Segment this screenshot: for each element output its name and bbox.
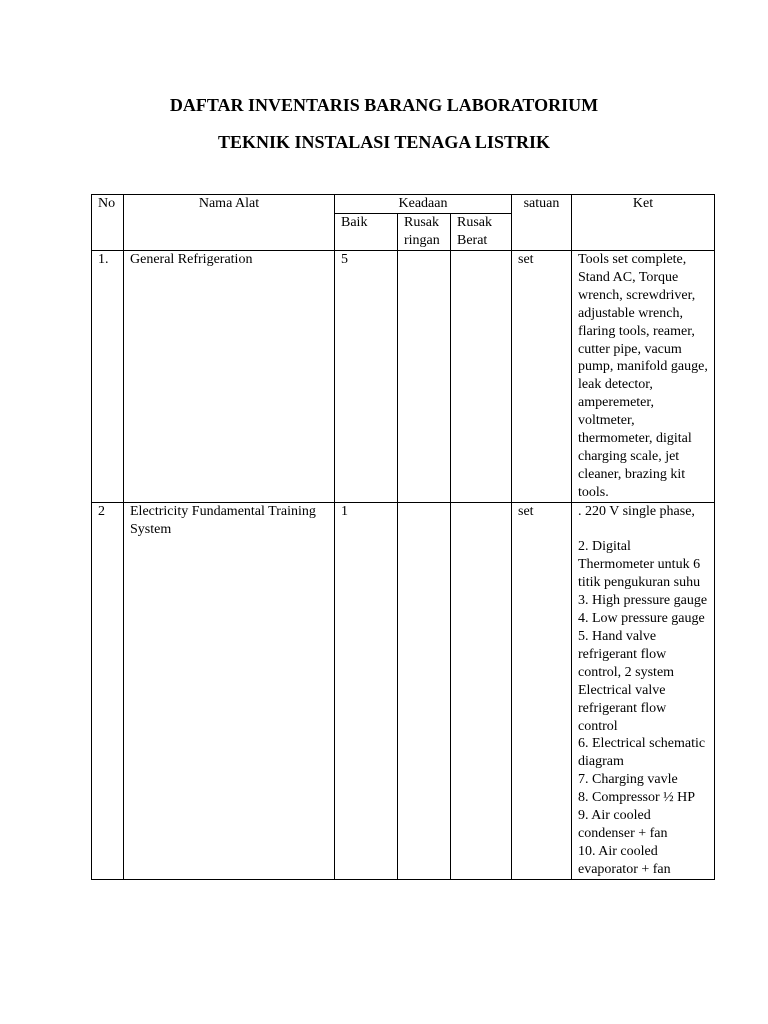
inventory-table [91, 194, 715, 880]
cell-satuan: set [512, 251, 572, 503]
ket-line: 8. Compressor ½ HP [578, 790, 696, 806]
ket-line: 2. Digital Thermometer untuk 6 titik pengukuran suhu [578, 539, 701, 591]
header-nama-alat: Nama Alat [124, 195, 335, 251]
ket-line: . 220 V single phase, [578, 503, 695, 519]
cell-ket: Tools set complete, Stand AC, Torque wrench, screwdriver, adjustable wrench, flaring tools, reamer, cutter pipe, vacum pump, manifold gauge, leak detector, amperemeter, voltmeter, thermometer, digital charging scale, jet cleaner, brazing kit tools. [572, 251, 715, 503]
cell-baik: 1 [335, 502, 398, 879]
cell-ket-list [572, 502, 715, 879]
document-subtitle: TEKNIK INSTALASI TENAGA LISTRIK [218, 132, 550, 152]
ket-line: 10. Air cooled evaporator + fan [578, 843, 671, 877]
ket-line: 6. Electrical schematic diagram [578, 736, 706, 770]
document-title: DAFTAR INVENTARIS BARANG LABORATORIUM [169, 95, 599, 115]
cell-rusak-berat [451, 502, 512, 879]
header-baik: Baik [335, 214, 398, 251]
ket-line: 7. Charging vavle [578, 772, 678, 788]
cell-no: 1. [92, 251, 124, 503]
cell-satuan: set [512, 502, 572, 879]
header-satuan: satuan [512, 195, 572, 251]
cell-nama-alat: General Refrigeration [124, 251, 335, 503]
cell-rusak-ringan [398, 251, 451, 503]
ket-line: 5. Hand valve refrigerant flow control, 2 system Electrical valve refrigerant flow control [578, 629, 675, 734]
header-keadaan: Keadaan [335, 195, 512, 214]
cell-rusak-berat [451, 251, 512, 503]
header-rusak-ringan: Rusak ringan [398, 214, 451, 251]
ket-line [578, 521, 708, 539]
cell-no: 2 [92, 502, 124, 879]
ket-line: 4. Low pressure gauge [578, 611, 705, 627]
header-rusak-berat: Rusak Berat [451, 214, 512, 251]
ket-line: 3. High pressure gauge [578, 593, 708, 609]
table-row [92, 251, 715, 503]
table-row [92, 502, 715, 879]
cell-nama-alat: Electricity Fundamental Training System [124, 502, 335, 879]
cell-rusak-ringan [398, 502, 451, 879]
ket-line: 9. Air cooled condenser + fan [578, 808, 668, 841]
table-header-row [92, 195, 715, 214]
header-no: No [92, 195, 124, 251]
cell-baik: 5 [335, 251, 398, 503]
header-ket: Ket [572, 195, 715, 251]
